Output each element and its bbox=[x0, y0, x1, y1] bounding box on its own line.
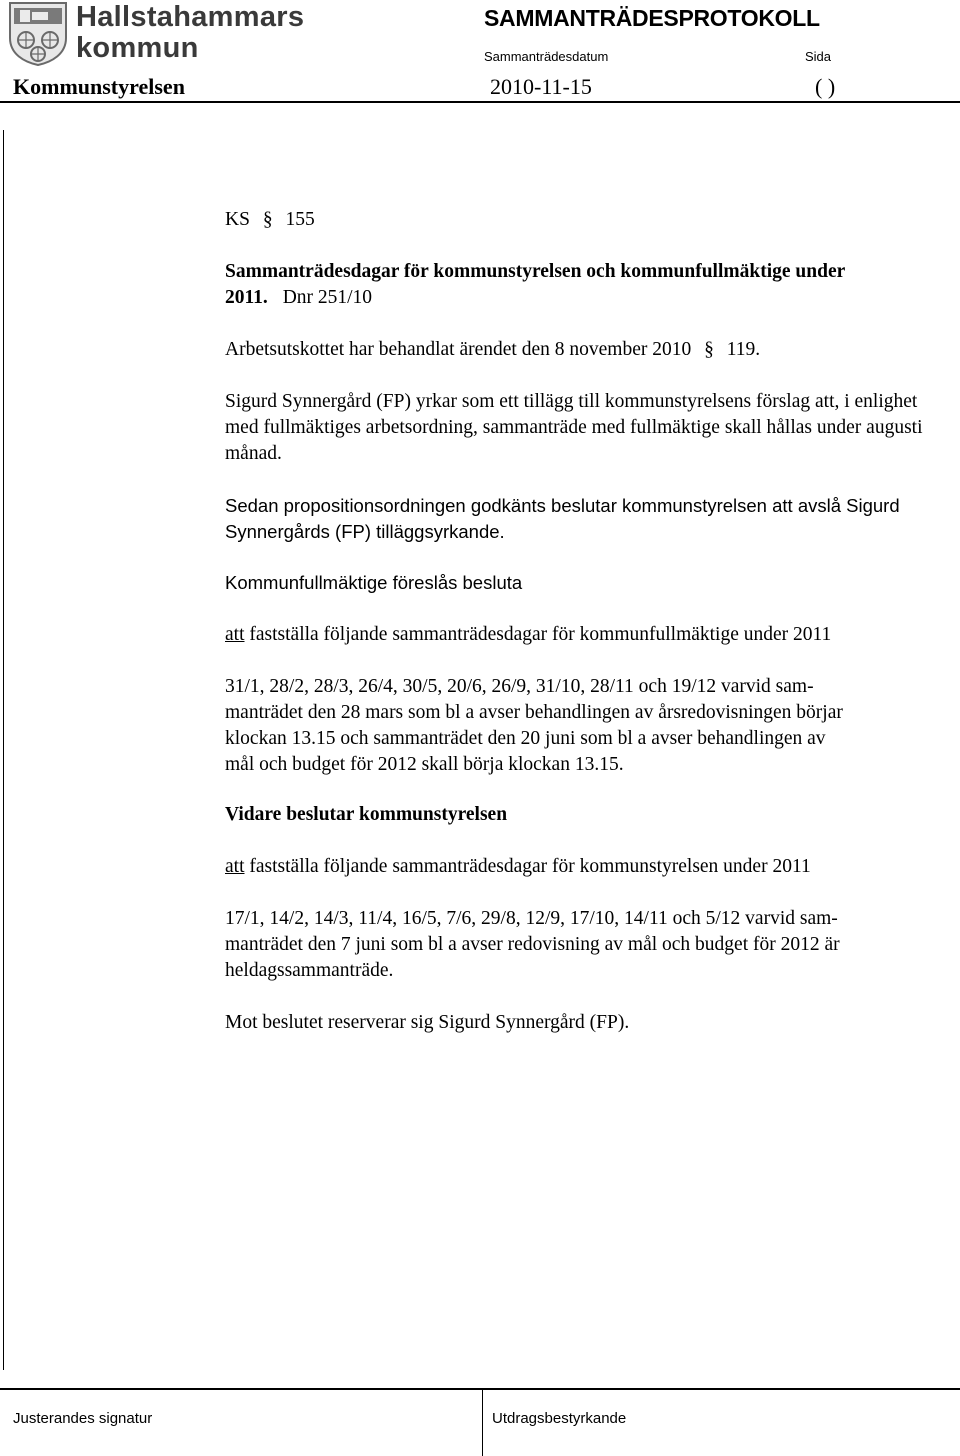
section-symbol: § bbox=[262, 209, 273, 230]
signature-label: Justerandes signatur bbox=[13, 1410, 153, 1427]
case-prefix: KS bbox=[225, 209, 250, 230]
paragraph-ks-att: att fastställa följande sammanträdesdagar för kommunstyrelsen under 2011 bbox=[225, 856, 811, 877]
date-label: Sammanträdesdatum bbox=[484, 49, 609, 64]
att-word: att bbox=[225, 624, 245, 645]
coat-of-arms-icon bbox=[6, 0, 70, 66]
case-heading bbox=[225, 207, 945, 233]
document-type: SAMMANTRÄDESPROTOKOLL bbox=[484, 5, 820, 31]
item-title-line-2: 2011. Dnr 251/10 bbox=[225, 287, 373, 308]
paragraph-decision: Sedan propositionsordningen godkänts beslutar kommunstyrelsen att avslå Sigurd Synnergårds (FP) tilläggsyrkande. bbox=[225, 495, 900, 542]
section-symbol: § bbox=[704, 339, 714, 360]
page-label: Sida bbox=[805, 49, 832, 64]
organ-name: Kommunstyrelsen bbox=[13, 74, 185, 99]
certification-label: Utdragsbestyrkande bbox=[492, 1410, 627, 1427]
att-word: att bbox=[225, 856, 245, 877]
paragraph-proposal: Sigurd Synnergård (FP) yrkar som ett tillägg till kommunstyrelsens förslag att, i enlighet med fullmäktiges arbetsordning, sammanträde med fullmäktige skall hållas under augusti månad. bbox=[225, 391, 923, 464]
item-title bbox=[225, 259, 945, 311]
logo-wordmark bbox=[76, 2, 304, 64]
item-title-line-1: Sammanträdesdagar för kommunstyrelsen och kommunfullmäktige under bbox=[225, 261, 846, 282]
left-margin-line bbox=[3, 130, 4, 1370]
footer-divider bbox=[0, 1388, 960, 1390]
paragraph-ks-dates: 17/1, 14/2, 14/3, 11/4, 16/5, 7/6, 29/8, 12/9, 17/10, 14/11 och 5/12 varvid sam- manträdet den 7 juni som bl a avser redovisning av mål och budget för 2012 är heldagssammanträde. bbox=[225, 908, 840, 981]
paragraph-reservation: Mot beslutet reserverar sig Sigurd Synnergård (FP). bbox=[225, 1012, 630, 1033]
logo-line-1: Hallstahammars bbox=[76, 1, 305, 33]
heading-kf: Kommunfullmäktige föreslås besluta bbox=[225, 572, 523, 593]
meeting-date: 2010-11-15 bbox=[490, 74, 592, 99]
logo-line-2: kommun bbox=[76, 32, 199, 64]
municipality-logo bbox=[6, 0, 305, 66]
page-number: ( ) bbox=[815, 74, 836, 99]
paragraph-kf-att: att fastställa följande sammanträdesdagar för kommunfullmäktige under 2011 bbox=[225, 624, 832, 645]
diary-number: Dnr 251/10 bbox=[282, 287, 373, 308]
header-divider bbox=[0, 101, 960, 103]
footer-separator bbox=[482, 1388, 483, 1456]
paragraph-kf-dates: 31/1, 28/2, 28/3, 26/4, 30/5, 20/6, 26/9, 31/10, 28/11 och 19/12 varvid sam- manträdet den 28 mars som bl a avser behandlingen av årsredovisningen börjar klockan 13.15 och sammanträdet den 20 juni som bl a avser behandlingen av mål och budget för 2012 skall börja klockan 13.15. bbox=[225, 676, 843, 775]
paragraph-au: Arbetsutskottet har behandlat ärendet den 8 november 2010 § 119. bbox=[225, 339, 761, 360]
case-number: 155 bbox=[285, 209, 315, 230]
heading-ks: Vidare beslutar kommunstyrelsen bbox=[225, 804, 508, 825]
